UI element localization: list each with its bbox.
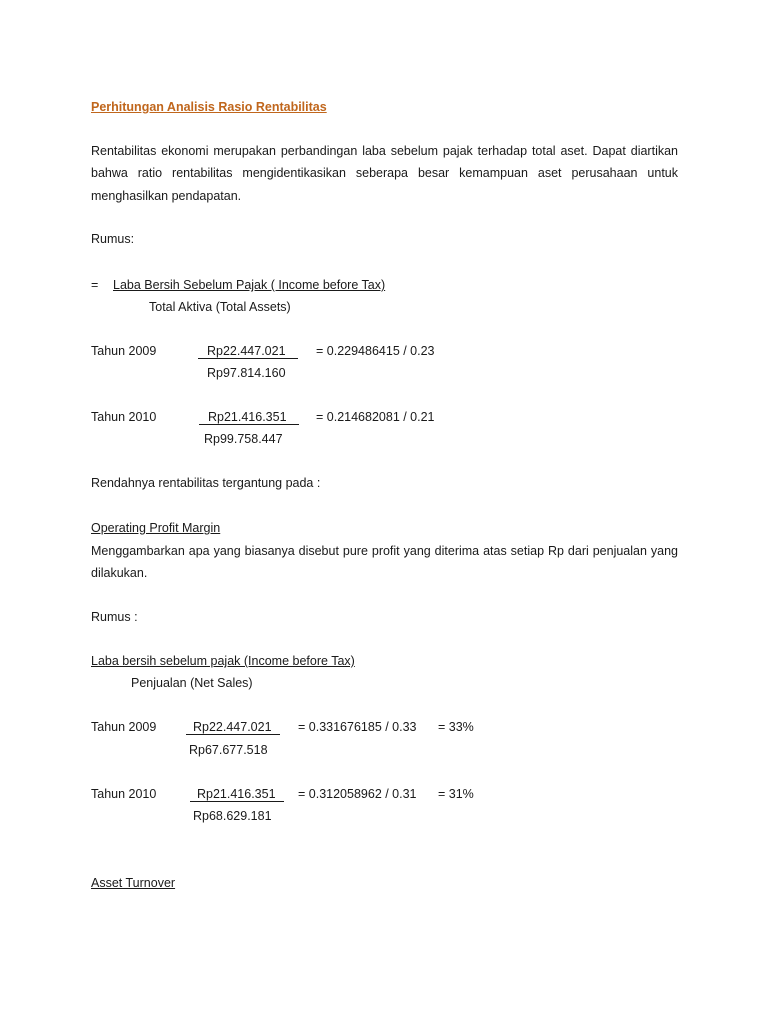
calc-result: = 0.229486415 / 0.23 (316, 344, 435, 358)
calc-year: Tahun 2010 (91, 410, 157, 424)
calc-year: Tahun 2010 (91, 787, 157, 801)
formula-denominator: Total Aktiva (Total Assets) (149, 300, 291, 314)
calc-denominator: Rp68.629.181 (193, 809, 272, 823)
calc-result: = 0.331676185 / 0.33 (298, 720, 417, 734)
calc-result: = 0.214682081 / 0.21 (316, 410, 435, 424)
asset-turnover-heading: Asset Turnover (91, 876, 176, 890)
document-title: Perhitungan Analisis Rasio Rentabilitas (91, 100, 327, 114)
formula-label: Rumus: (91, 232, 135, 246)
fraction-bar (198, 358, 298, 359)
calc-numerator: Rp21.416.351 (208, 410, 287, 424)
fraction-bar (199, 424, 299, 425)
calc-year: Tahun 2009 (91, 344, 157, 358)
calc-denominator: Rp97.814.160 (207, 366, 286, 380)
calc-year: Tahun 2009 (91, 720, 157, 734)
fraction-bar (190, 801, 284, 802)
calc-result: = 0.312058962 / 0.31 (298, 787, 417, 801)
dependency-text: Rendahnya rentabilitas tergantung pada : (91, 476, 321, 490)
opm-formula-denominator: Penjualan (Net Sales) (131, 676, 253, 690)
calc-percent: = 31% (438, 787, 474, 801)
opm-heading: Operating Profit Margin (91, 521, 221, 535)
calc-denominator: Rp67.677.518 (189, 743, 268, 757)
opm-formula-numerator: Laba bersih sebelum pajak (Income before Tax) (91, 654, 355, 668)
calc-percent: = 33% (438, 720, 474, 734)
calc-numerator: Rp22.447.021 (207, 344, 286, 358)
opm-formula-label: Rumus : (91, 610, 138, 624)
fraction-bar (186, 734, 280, 735)
calc-numerator: Rp22.447.021 (193, 720, 272, 734)
calc-denominator: Rp99.758.447 (204, 432, 283, 446)
intro-paragraph: Rentabilitas ekonomi merupakan perbandingan laba sebelum pajak terhadap total aset. Dapat diartikan bahwa ratio rentabilitas mengidentikasikan seberapa besar kemampuan aset perusahaan untuk menghasilkan pendapatan. (91, 144, 678, 203)
formula-numerator: Laba Bersih Sebelum Pajak ( Income before Tax) (113, 278, 386, 292)
calc-numerator: Rp21.416.351 (197, 787, 276, 801)
formula-equals-sign: = (91, 278, 99, 292)
opm-description: Menggambarkan apa yang biasanya disebut pure profit yang diterima atas setiap Rp dari penjualan yang dilakukan. (91, 544, 678, 581)
